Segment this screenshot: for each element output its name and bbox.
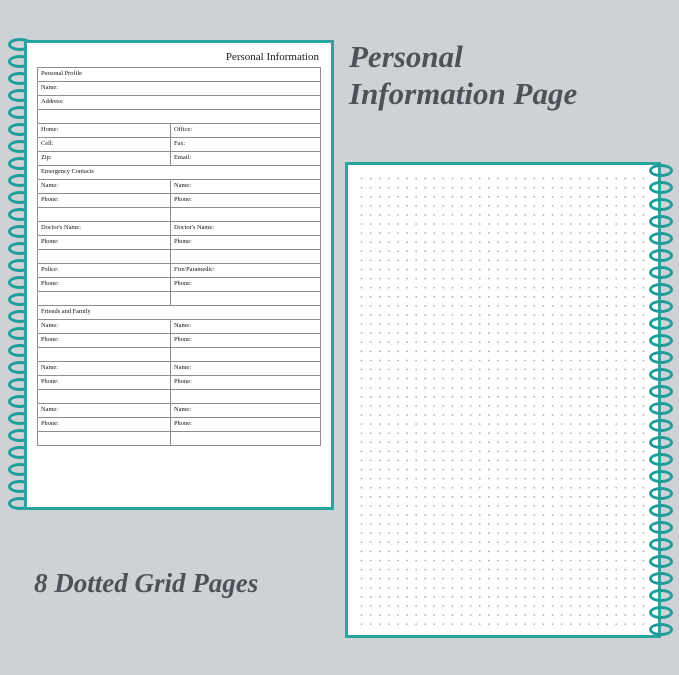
form-field-label[interactable]: Name: [38, 320, 171, 334]
spiral-ring [649, 351, 673, 364]
personal-information-form [37, 67, 321, 446]
form-field-label[interactable] [171, 390, 321, 404]
form-field-label[interactable] [38, 292, 171, 306]
form-field-label[interactable]: Phone: [171, 418, 321, 432]
form-field-label[interactable]: Phone: [38, 334, 171, 348]
spiral-ring [649, 453, 673, 466]
form-field-label[interactable]: Police: [38, 264, 171, 278]
form-field-label[interactable]: Phone: [171, 334, 321, 348]
spiral-ring [649, 436, 673, 449]
spiral-ring [649, 606, 673, 619]
form-row [38, 138, 321, 152]
form-row [38, 390, 321, 404]
form-field-label[interactable]: Zip: [38, 152, 171, 166]
spiral-ring [649, 181, 673, 194]
form-field-label[interactable] [38, 208, 171, 222]
form-section-header [38, 166, 321, 180]
form-row [38, 82, 321, 96]
form-row [38, 236, 321, 250]
form-row [38, 152, 321, 166]
heading-line-2: Information Page [349, 76, 578, 111]
form-row [38, 96, 321, 110]
form-field-label[interactable] [38, 110, 321, 124]
form-field-label[interactable]: Name: [38, 404, 171, 418]
spiral-ring [649, 164, 673, 177]
section-title: Friends and Family [38, 306, 321, 320]
spiral-ring [649, 266, 673, 279]
form-field-label[interactable]: Name: [38, 362, 171, 376]
form-field-label[interactable]: Home: [38, 124, 171, 138]
form-row [38, 404, 321, 418]
form-section-header [38, 68, 321, 82]
dotted-grid-page [345, 162, 661, 638]
spiral-binding-right [649, 162, 675, 642]
section-title: Emergency Contacts [38, 166, 321, 180]
spiral-ring [649, 215, 673, 228]
form-field-label[interactable]: Fire/Paramedic: [171, 264, 321, 278]
form-row [38, 124, 321, 138]
form-field-label[interactable]: Name: [171, 180, 321, 194]
spiral-ring [649, 249, 673, 262]
form-field-label[interactable] [171, 208, 321, 222]
spiral-ring [649, 232, 673, 245]
form-field-label[interactable]: Name: [171, 404, 321, 418]
heading-personal-information-page [349, 38, 669, 112]
form-field-label[interactable]: Doctor's Name: [171, 222, 321, 236]
form-field-label[interactable] [171, 348, 321, 362]
form-field-label[interactable]: Phone: [38, 418, 171, 432]
form-row [38, 292, 321, 306]
spiral-ring [649, 572, 673, 585]
spiral-ring [649, 623, 673, 636]
form-field-label[interactable] [171, 250, 321, 264]
form-field-label[interactable]: Fax: [171, 138, 321, 152]
caption-dotted-grid-pages: 8 Dotted Grid Pages [34, 568, 259, 598]
spiral-ring [649, 198, 673, 211]
form-field-label[interactable]: Name: [171, 362, 321, 376]
form-row [38, 432, 321, 446]
form-row [38, 208, 321, 222]
form-row [38, 348, 321, 362]
form-field-label[interactable]: Name: [38, 82, 321, 96]
form-field-label[interactable]: Office: [171, 124, 321, 138]
spiral-ring [649, 402, 673, 415]
form-field-label[interactable]: Cell: [38, 138, 171, 152]
spiral-ring [649, 470, 673, 483]
spiral-ring [649, 385, 673, 398]
spiral-ring [649, 555, 673, 568]
form-row [38, 278, 321, 292]
form-row [38, 362, 321, 376]
form-field-label[interactable]: Name: [38, 180, 171, 194]
page-title: Personal Information [225, 51, 319, 63]
heading-line-1: Personal [349, 39, 463, 74]
form-field-label[interactable]: Phone: [171, 194, 321, 208]
spiral-ring [649, 521, 673, 534]
form-row [38, 376, 321, 390]
form-field-label[interactable]: Phone: [171, 278, 321, 292]
form-field-label[interactable]: Phone: [171, 376, 321, 390]
form-field-label[interactable]: Phone: [38, 376, 171, 390]
form-row [38, 180, 321, 194]
spiral-ring [649, 368, 673, 381]
form-field-label[interactable]: Doctor's Name: [38, 222, 171, 236]
dotted-grid-notebook [345, 162, 675, 642]
spiral-ring [649, 317, 673, 330]
form-field-label[interactable] [171, 432, 321, 446]
form-row [38, 250, 321, 264]
spiral-ring [649, 300, 673, 313]
spiral-ring [649, 538, 673, 551]
form-field-label[interactable]: Phone: [171, 236, 321, 250]
form-field-label[interactable] [38, 348, 171, 362]
form-section-header [38, 306, 321, 320]
dot-grid-surface [355, 172, 651, 628]
form-field-label[interactable] [38, 250, 171, 264]
form-field-label[interactable]: Email: [171, 152, 321, 166]
spiral-ring [649, 487, 673, 500]
form-row [38, 110, 321, 124]
spiral-ring [649, 419, 673, 432]
form-field-label[interactable]: Name: [171, 320, 321, 334]
spiral-ring [649, 504, 673, 517]
form-row [38, 418, 321, 432]
spiral-ring [649, 283, 673, 296]
form-row [38, 222, 321, 236]
section-title: Personal Profile [38, 68, 321, 82]
form-field-label[interactable]: Phone: [38, 194, 171, 208]
personal-information-page [24, 40, 334, 510]
form-field-label[interactable] [38, 390, 171, 404]
form-field-label[interactable]: Address: [38, 96, 321, 110]
form-row [38, 320, 321, 334]
spiral-ring [649, 589, 673, 602]
form-field-label[interactable]: Phone: [38, 278, 171, 292]
form-field-label[interactable] [38, 432, 171, 446]
form-row [38, 334, 321, 348]
form-field-label[interactable] [171, 292, 321, 306]
form-row [38, 194, 321, 208]
form-row [38, 264, 321, 278]
form-field-label[interactable]: Phone: [38, 236, 171, 250]
personal-information-notebook [8, 36, 334, 514]
spiral-ring [649, 334, 673, 347]
